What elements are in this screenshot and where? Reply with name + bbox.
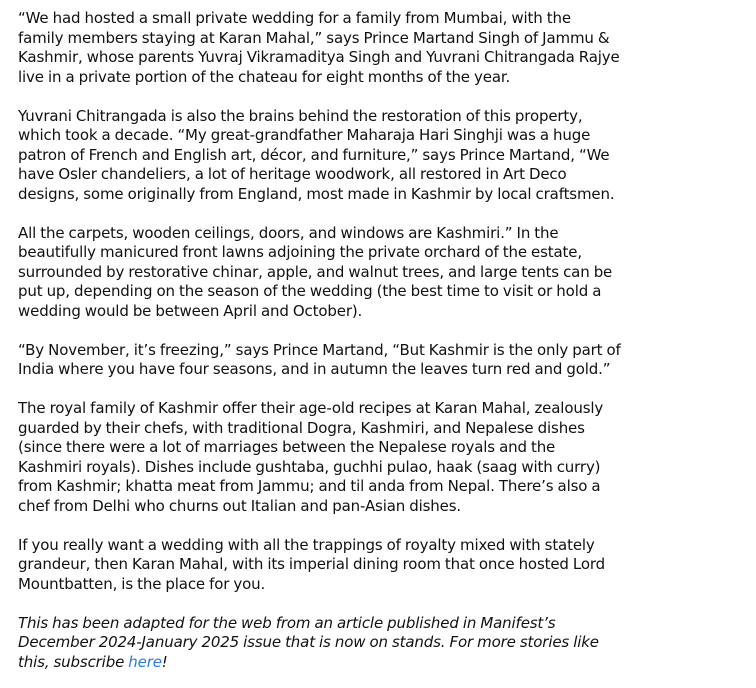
subscribe-link[interactable]: here	[128, 652, 162, 671]
adaptation-note-text: This has been adapted for the web from an article published in Manifest’s December 2024-January 2025 issue that is now on stands. For more stories like this, subscribe	[18, 613, 599, 671]
paragraph-lawns: All the carpets, wooden ceilings, doors, and windows are Kashmiri.” In the beautifully manicured front lawns adjoining the private orchard of the estate, surrounded by restorative chinar, apple, and walnut trees, and large tents can be put up, depending on the season of the wedding (the best time to visit or hold a wedding would be between April and October).	[18, 223, 613, 320]
paragraph-restoration: Yuvrani Chitrangada is also the brains behind the restoration of this property, which took a decade. “My great-grandfather Maharaja Hari Singhji was a huge patron of French and English art, décor, and furniture,” says Prince Martand, “We have Osler chandeliers, a lot of heritage woodwork, all restored in Art Deco designs, some originally from England, most made in Kashmir by local craftsmen.	[18, 106, 615, 203]
article-body	[18, 9, 748, 672]
paragraph-conclusion: If you really want a wedding with all the trappings of royalty mixed with stately grandeur, then Karan Mahal, with its imperial dining room that once hosted Lord Mountbatten, is the place for you.	[18, 535, 606, 593]
adaptation-note-end: !	[161, 652, 168, 671]
paragraph-recipes: The royal family of Kashmir offer their age-old recipes at Karan Mahal, zealously guarded by their chefs, with traditional Dogra, Kashmiri, and Nepalese dishes (since there were a lot of marriages between the Nepalese royals and the Kashmiri royals). Dishes include gushtaba, guchhi pulao, haak (saag with curry) from Kashmir; khatta meat from Jammu; and til anda from Nepal. There’s also a chef from Delhi who churns out Italian and pan-Asian dishes.	[18, 399, 604, 515]
paragraph-wedding-intro: “We had hosted a small private wedding for a family from Mumbai, with the family members staying at Karan Mahal,” says Prince Martand Singh of Jammu & Kashmir, whose parents Yuvraj Vikramaditya Singh and Yuvrani Chitrangada Rajye live in a private portion of the chateau for eight months of the year.	[18, 9, 620, 86]
adaptation-note	[18, 614, 748, 673]
paragraph-seasons: “By November, it’s freezing,” says Prince Martand, “But Kashmir is the only part of India where you have four seasons, and in autumn the leaves turn red and gold.”	[18, 340, 621, 378]
